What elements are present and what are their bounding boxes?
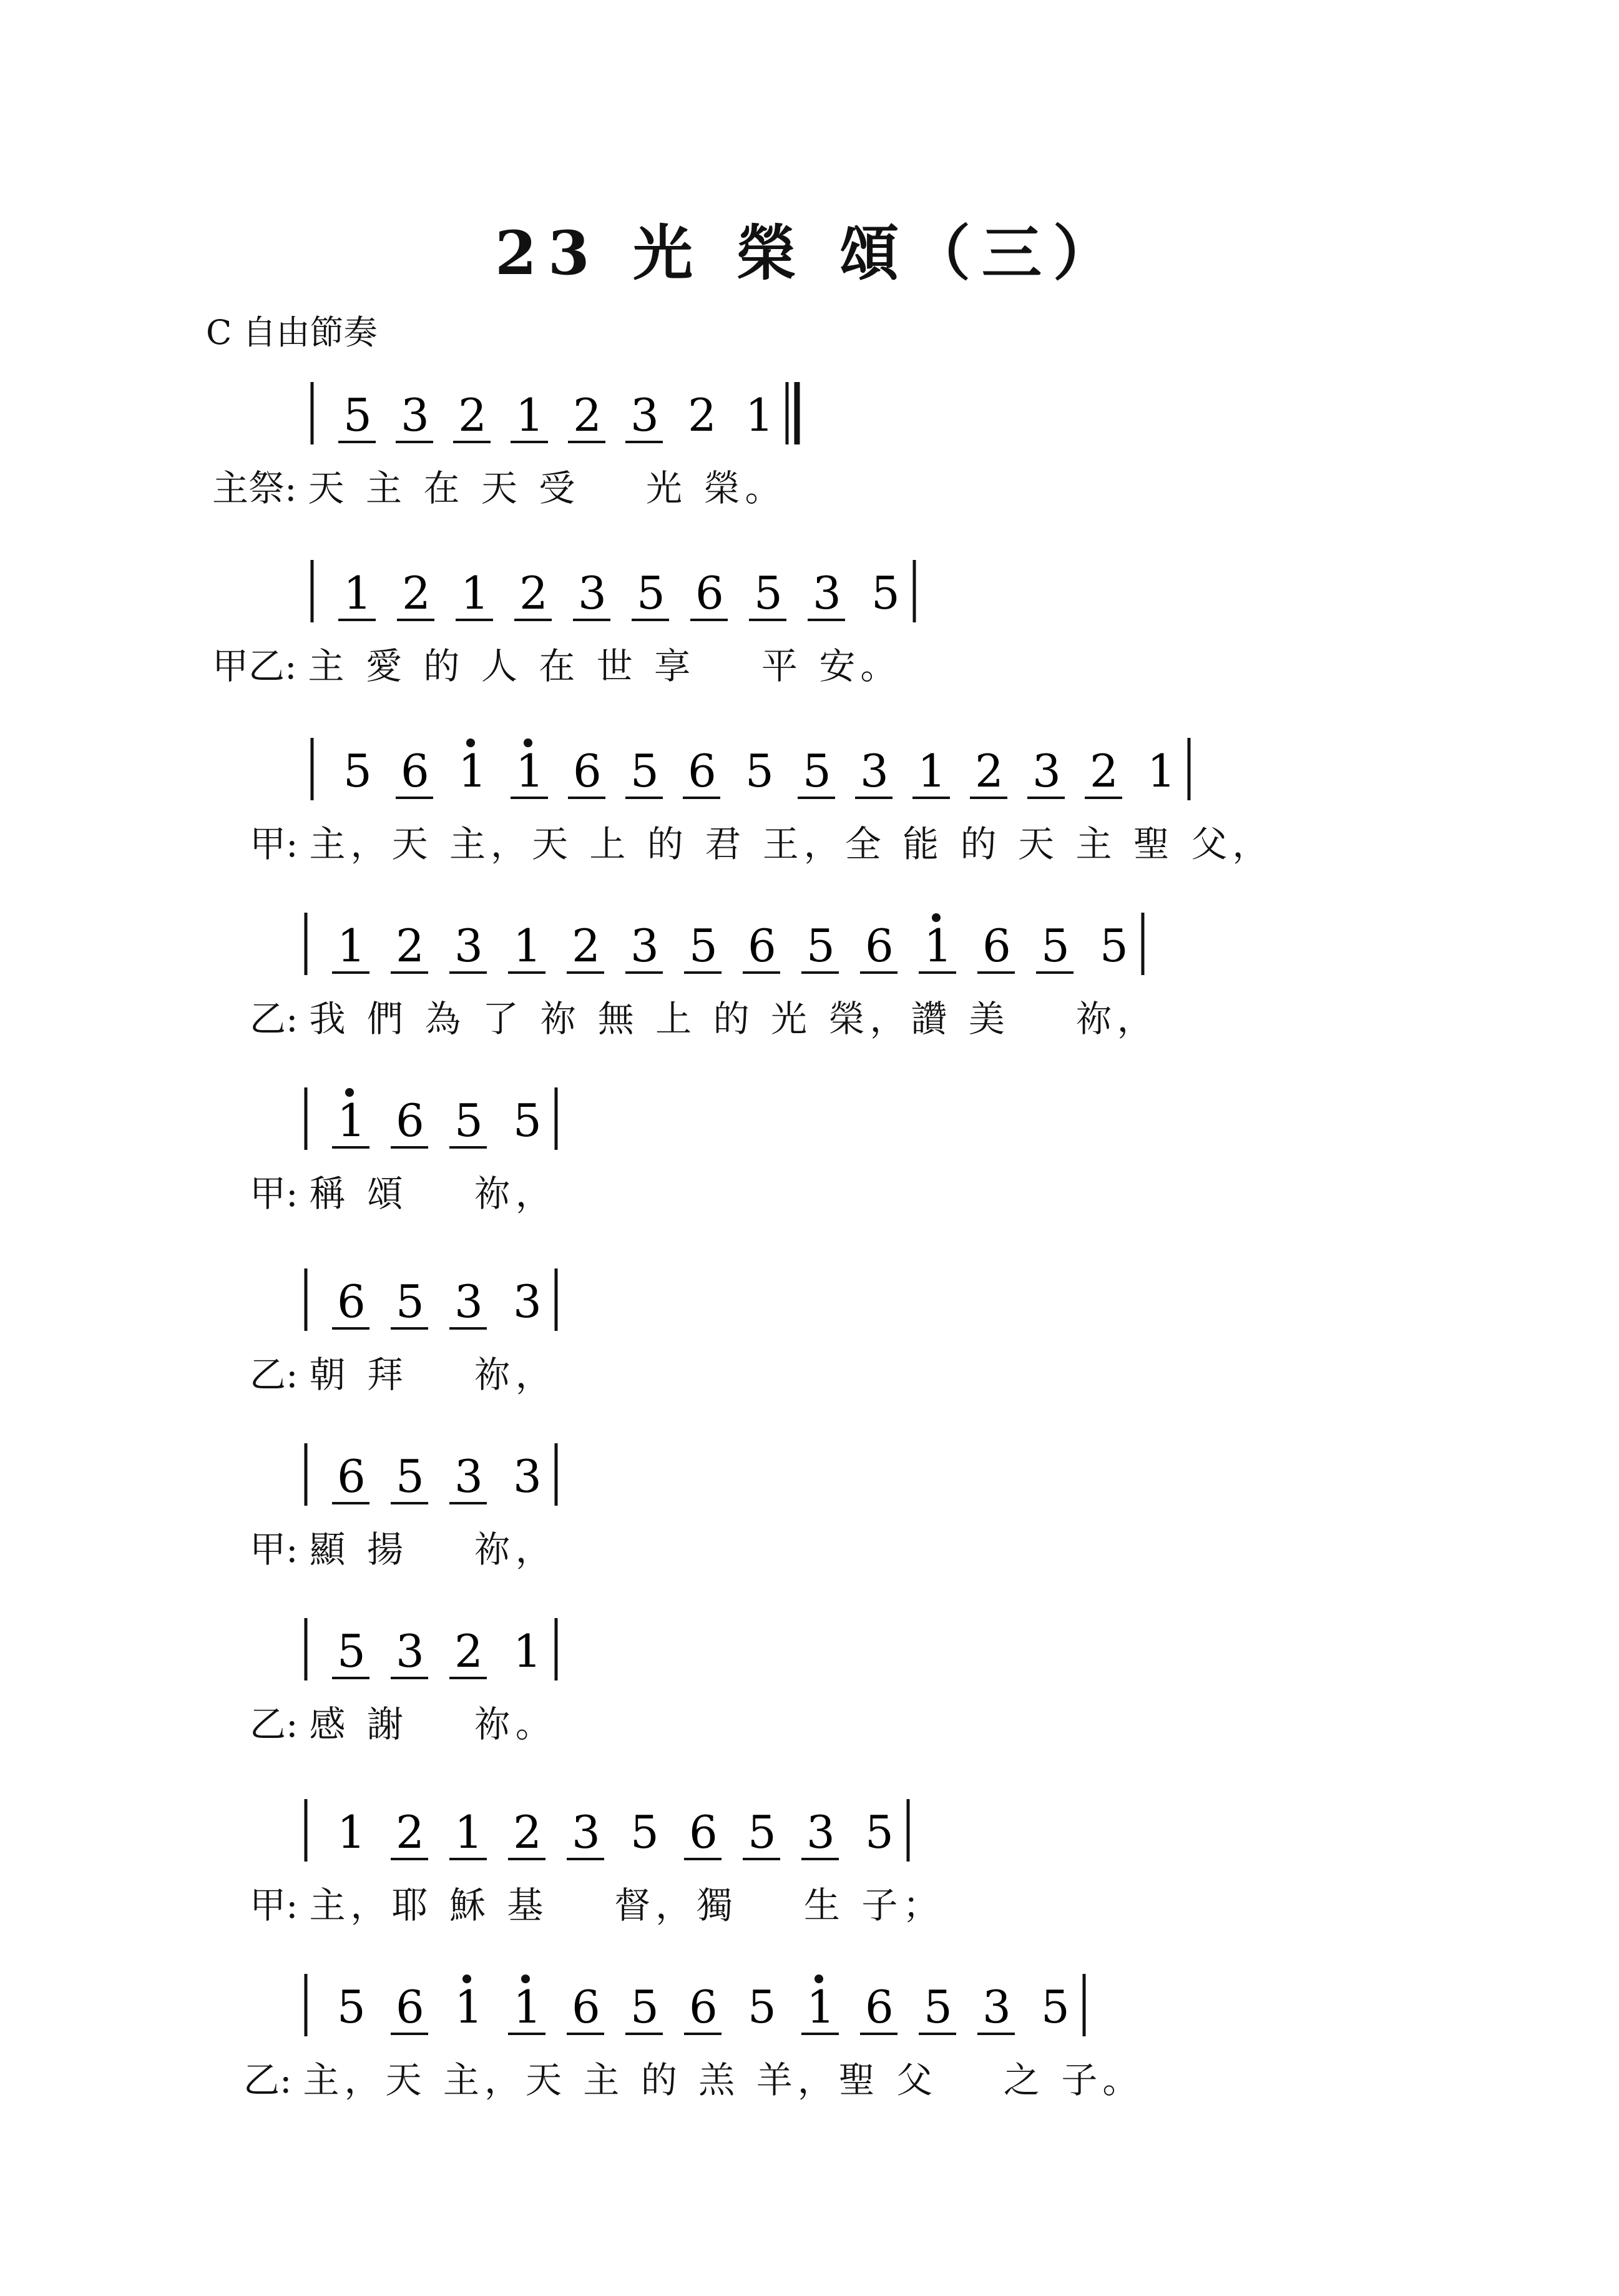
lyric-line [250,1695,557,1747]
note-digit: 3 [630,389,659,441]
note-digit: 2 [513,1806,542,1858]
note-digit: 5 [337,1981,366,2033]
note-digit: 1 [337,1094,366,1147]
note-digit: 2 [975,745,1004,797]
note-digit: 5 [630,745,659,797]
speaker-label: 甲: [250,823,298,865]
note-digit: 3 [454,1450,483,1503]
note-digit: 6 [401,745,429,797]
speaker-label: 主祭: [212,467,297,509]
note-digit: 1 [917,745,946,797]
note-digit: 5 [865,1806,894,1858]
lyric-line [250,1876,944,1928]
note-digit: 6 [337,1450,366,1503]
note-digit: 6 [865,1981,894,2033]
lyric-text: 朝 拜 祢， [309,1353,557,1396]
note-digit: 2 [573,389,602,441]
speaker-label: 乙: [250,1353,298,1396]
lyric-line [243,2051,1143,2103]
note-digit: 5 [803,745,831,797]
note-digit: 6 [695,567,724,619]
lyric-text: 主，天 主，天 主 的 羔 羊，聖 父 之 子。 [303,2059,1144,2101]
lyric-text: 顯 揚 祢， [309,1528,557,1571]
speaker-label: 乙: [250,998,298,1040]
note-digit: 3 [572,1806,600,1858]
lyric-line [250,1164,557,1217]
note-digit: 1 [337,920,366,972]
lyric-text: 主，耶 穌 基 督，獨 生 子； [309,1884,944,1926]
note-digit: 3 [396,1625,424,1677]
note-digit: 5 [396,1450,424,1503]
note-digit: 6 [396,1981,424,2033]
note-digit: 2 [519,567,548,619]
speaker-label: 甲: [250,1884,298,1926]
note-digit: 5 [630,1981,659,2033]
note-digit: 6 [396,1094,424,1147]
note-digit: 2 [454,1625,483,1677]
note-digit: 2 [688,389,717,441]
note-digit: 1 [513,920,542,972]
note-digit: 1 [343,567,372,619]
speaker-label: 甲: [250,1528,298,1571]
note-digit: 2 [458,389,487,441]
lyric-text: 天 主 在 天 受 光 榮。 [308,467,786,509]
note-digit: 5 [637,567,665,619]
note-digit: 3 [813,567,841,619]
note-digit: 2 [1090,745,1118,797]
lyric-line [250,815,1273,867]
note-digit: 6 [572,1981,600,2033]
note-digit: 5 [343,745,372,797]
note-digit: 5 [1041,920,1070,972]
note-digit: 5 [689,920,718,972]
lyric-line [212,459,786,511]
note-digit: 1 [513,1981,542,2033]
note-digit: 2 [572,920,600,972]
note-digit: 6 [982,920,1011,972]
note-digit: 5 [454,1094,483,1147]
note-digit: 1 [513,1625,542,1677]
speaker-label: 甲乙: [212,645,297,687]
note-digit: 5 [748,1806,776,1858]
lyric-text: 我 們 為 了 祢 無 上 的 光 榮，讚 美 祢， [309,998,1158,1040]
note-digit: 1 [454,1806,483,1858]
note-digit: 5 [396,1275,424,1328]
note-digit: 5 [1100,920,1128,972]
lyric-line [212,637,901,689]
note-digit: 1 [337,1806,366,1858]
note-digit: 6 [688,745,717,797]
note-digit: 3 [578,567,607,619]
lyric-text: 稱 頌 祢， [309,1172,557,1215]
lyric-line [250,989,1158,1042]
speaker-label: 乙: [243,2059,292,2101]
note-digit: 5 [1041,1981,1070,2033]
note-digit: 5 [513,1094,542,1147]
note-digit: 6 [865,920,894,972]
lyric-text: 主 愛 的 人 在 世 享 平 安。 [308,645,902,687]
note-digit: 2 [396,1806,424,1858]
speaker-label: 甲: [250,1172,298,1215]
note-digit: 1 [461,567,489,619]
note-digit: 6 [689,1806,718,1858]
note-digit: 5 [337,1625,366,1677]
lyric-text: 感 謝 祢。 [309,1703,557,1745]
note-digit: 5 [871,567,900,619]
note-digit: 5 [745,745,774,797]
note-digit: 1 [516,745,544,797]
note-digit: 5 [343,389,372,441]
note-digit: 1 [458,745,487,797]
note-digit: 5 [924,1981,952,2033]
note-digit: 1 [1147,745,1176,797]
hymn-title: 23 光 榮 頌（三） [495,218,1124,288]
note-digit: 3 [630,920,659,972]
note-digit: 3 [401,389,429,441]
speaker-label: 乙: [250,1703,298,1745]
note-digit: 3 [860,745,889,797]
note-digit: 1 [806,1981,835,2033]
note-digit: 3 [454,920,483,972]
note-digit: 1 [924,920,952,972]
note-digit: 1 [454,1981,483,2033]
note-digit: 1 [745,389,774,441]
note-digit: 2 [402,567,431,619]
note-digit: 3 [806,1806,835,1858]
note-digit: 3 [454,1275,483,1328]
note-digit: 1 [516,389,544,441]
note-digit: 3 [513,1275,542,1328]
note-digit: 6 [748,920,776,972]
note-digit: 6 [689,1981,718,2033]
note-digit: 3 [982,1981,1011,2033]
note-digit: 5 [748,1981,776,2033]
note-digit: 2 [396,920,424,972]
lyric-line [250,1520,557,1572]
note-digit: 3 [1032,745,1061,797]
note-digit: 5 [806,920,835,972]
key-signature: C 自由節奏 [206,313,378,352]
note-digit: 5 [754,567,783,619]
note-digit: 6 [337,1275,366,1328]
note-digit: 3 [513,1450,542,1503]
note-digit: 5 [630,1806,659,1858]
note-digit: 6 [573,745,602,797]
lyric-line [250,1345,557,1398]
lyric-text: 主，天 主，天 上 的 君 王，全 能 的 天 主 聖 父， [309,823,1274,865]
